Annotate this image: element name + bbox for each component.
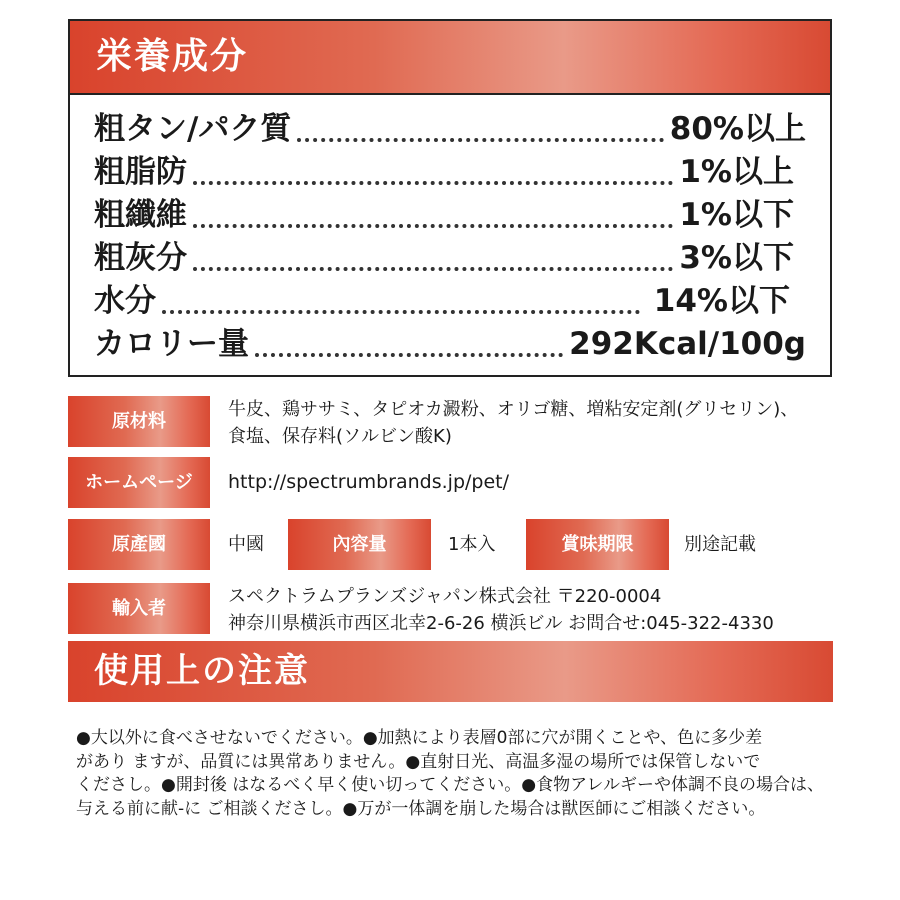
nutrition-row-moisture [94, 281, 806, 324]
nutrition-header [70, 21, 830, 95]
nutrition-row-name: カロリー量 [94, 326, 249, 362]
dot-leader [297, 116, 663, 142]
dot-leader [193, 202, 673, 228]
importer-line-2: 神奈川県横浜市西区北幸2-6-26 横浜ビル お問合せ:045-322-4330 [228, 613, 774, 634]
expiry-value: 別途記載 [684, 534, 756, 555]
importer-line-1: スペクトラムプランズジャパン株式会社 〒220-0004 [228, 586, 662, 607]
homepage-link[interactable]: http://spectrumbrands.jp/pet/ [228, 471, 510, 493]
caution-text [76, 727, 896, 821]
nutrition-row-value: 80%以上 [669, 111, 806, 147]
nutrition-row-value: 292Kcal/100g [569, 326, 806, 362]
homepage-label: ホームページ [68, 457, 210, 508]
expiry-label: 賞味期限 [526, 519, 669, 570]
nutrition-row-calories [94, 324, 806, 367]
nutrition-row-name: 粗纖維 [94, 197, 187, 233]
nutrition-row-value: 1%以下 [679, 197, 794, 233]
nutrition-row-value: 1%以上 [679, 154, 794, 190]
nutrition-table [68, 19, 832, 377]
dot-leader [255, 331, 563, 357]
origin-label: 原產國 [68, 519, 210, 570]
nutrition-row-ash [94, 238, 806, 281]
nutrition-row-name: 粗脂防 [94, 154, 187, 190]
origin-value: 中國 [228, 534, 264, 555]
nutrition-row-value: 14%以下 [653, 283, 790, 319]
nutrition-row-value: 3%以下 [679, 240, 794, 276]
nutrition-row-protein [94, 109, 806, 152]
dot-leader [162, 288, 640, 314]
ingredients-line-1: 牛皮、鶏ササミ、タピオカ澱粉、オリゴ糖、増粘安定剤(グリセリン)、 [228, 399, 799, 420]
dot-leader [193, 245, 673, 271]
dot-leader [193, 159, 673, 185]
caution-line: くださし。●開封後 はなるべく早く使い切ってください。●食物アレルギーや体調不良の場合は、 [76, 775, 824, 795]
content-value: 1本入 [448, 534, 496, 555]
importer-label: 輸入者 [68, 583, 210, 634]
nutrition-row-name: 粗タン/パク質 [94, 111, 292, 147]
caution-line: があり ますが、品質には異常ありません。●直射日光、高温多湿の場所では保管しないで [76, 751, 761, 772]
nutrition-row-fat [94, 152, 806, 195]
content-label: 內容量 [288, 519, 431, 570]
nutrition-row-fiber [94, 195, 806, 238]
nutrition-title: 栄養成分 [96, 36, 249, 77]
caution-line: ●大以外に食べさせないでください。●加熱により表層0部に穴が開くことや、色に多少差 [76, 728, 763, 748]
caution-title: 使用上の注意 [94, 651, 310, 691]
ingredients-label: 原材料 [68, 396, 210, 447]
caution-line: 与える前に献-に ご相談くださし。●万が一体調を崩した場合は獣医師にご相談ください。 [76, 798, 766, 819]
nutrition-row-name: 粗灰分 [94, 240, 187, 276]
ingredients-line-2: 食塩、保存料(ソルビン酸K) [228, 426, 452, 447]
caution-header [68, 641, 833, 702]
nutrition-rows [94, 109, 806, 367]
nutrition-row-name: 水分 [94, 283, 156, 319]
